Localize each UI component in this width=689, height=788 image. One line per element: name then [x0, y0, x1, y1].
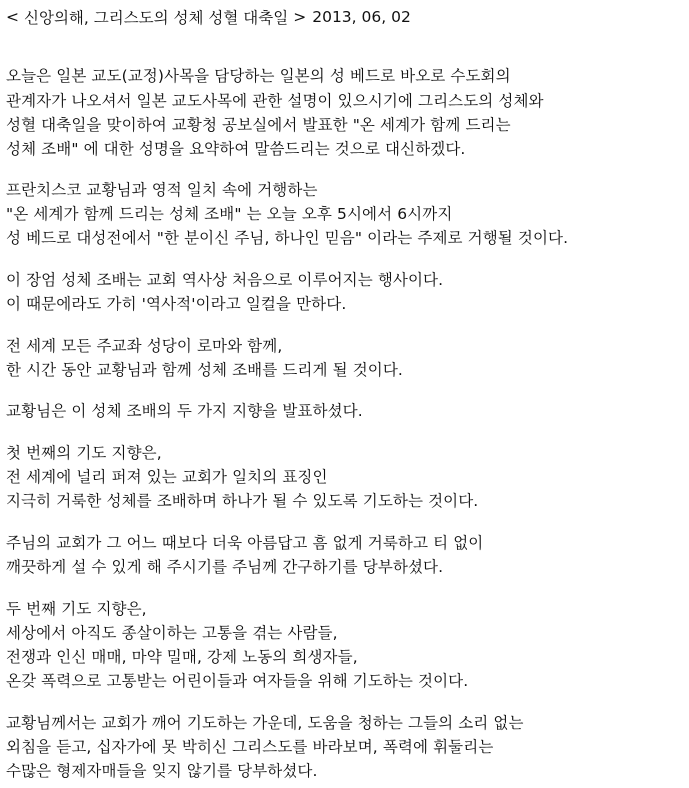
body-line: 교황님은 이 성체 조배의 두 가지 지향을 발표하셨다.	[6, 402, 363, 420]
body-line: 첫 번째의 기도 지향은,	[6, 444, 162, 462]
post-header	[6, 5, 411, 29]
post-title: 신앙의해, 그리스도의 성체 성혈 대축일	[24, 9, 289, 27]
body-line: "온 세계가 함께 드리는 성체 조배" 는 오늘 오후 5시에서 6시까지	[6, 205, 453, 223]
body-line: 성 베드로 대성전에서 "한 분이신 주님, 하나인 믿음" 이라는 주제로 거행될 것이다.	[6, 229, 569, 247]
body-line: 지극히 거룩한 성체를 조배하며 하나가 될 수 있도록 기도하는 것이다.	[6, 492, 479, 510]
body-line: 프란치스코 교황님과 영적 일치 속에 거행하는	[6, 181, 318, 199]
body-line: 깨끗하게 설 수 있게 해 주시기를 주님께 간구하기를 당부하셨다.	[6, 558, 444, 576]
body-line: 온갖 폭력으로 고통받는 어린이들과 여자들을 위해 기도하는 것이다.	[6, 672, 469, 690]
body-line: 관계자가 나오셔서 일본 교도사목에 관한 설명이 있으시기에 그리스도의 성체와	[6, 92, 544, 110]
body-line: 한 시간 동안 교황님과 함께 성체 조배를 드리게 될 것이다.	[6, 361, 403, 379]
body-line: 오늘은 일본 교도(교정)사목을 담당하는 일본의 성 베드로 바오로 수도회의	[6, 67, 511, 85]
back-chevron-icon[interactable]: <	[6, 8, 19, 26]
body-line: 이 장엄 성체 조배는 교회 역사상 처음으로 이루어지는 행사이다.	[6, 271, 444, 289]
body-line: 전쟁과 인신 매매, 마약 밀매, 강제 노동의 희생자들,	[6, 648, 358, 666]
body-line: 주님의 교회가 그 어느 때보다 더욱 아름답고 흠 없게 거룩하고 티 없이	[6, 534, 484, 552]
body-line: 교황님께서는 교회가 깨어 기도하는 가운데, 도움을 청하는 그들의 소리 없는	[6, 714, 524, 732]
body-line: 세상에서 아직도 종살이하는 고통을 겪는 사람들,	[6, 624, 338, 642]
body-line: 전 세계 모든 주교좌 성당이 로마와 함께,	[6, 337, 283, 355]
title-separator: >	[293, 8, 307, 26]
body-line: 전 세계에 널리 퍼져 있는 교회가 일치의 표징인	[6, 468, 328, 486]
body-line: 이 때문에라도 가히 '역사적'이라고 일컬을 만하다.	[6, 295, 347, 313]
body-line: 성체 조배" 에 대한 성명을 요약하여 말씀드리는 것으로 대신하겠다.	[6, 140, 466, 158]
post-date: 2013, 06, 02	[312, 8, 411, 26]
body-line: 수많은 형제자매들을 잊지 않기를 당부하셨다.	[6, 762, 318, 780]
body-line: 성혈 대축일을 맞이하여 교황청 공보실에서 발표한 "온 세계가 함께 드리는	[6, 116, 511, 134]
body-line: 외침을 듣고, 십자가에 못 박히신 그리스도를 바라보며, 폭력에 휘둘리는	[6, 738, 494, 756]
body-line: 두 번째 기도 지향은,	[6, 600, 147, 618]
